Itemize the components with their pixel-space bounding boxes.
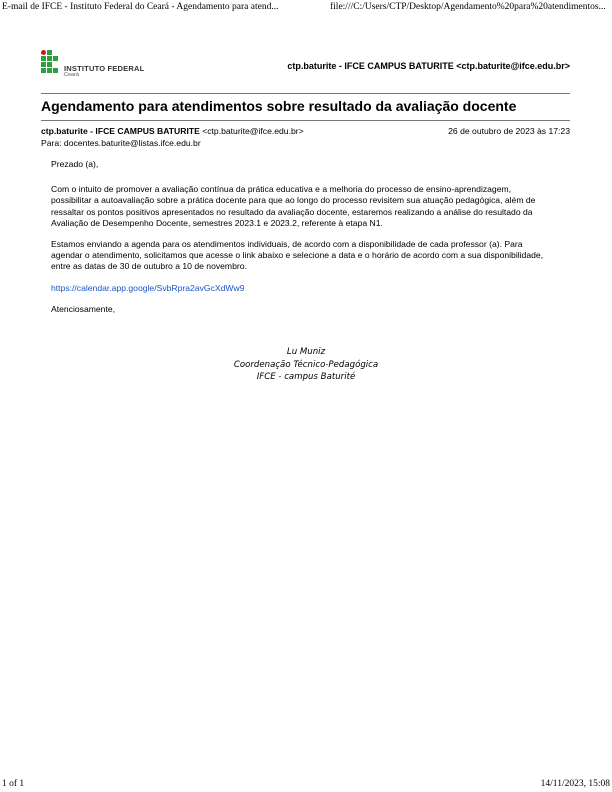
print-footer (0, 778, 612, 792)
logo-text: INSTITUTO FEDERAL (64, 64, 145, 73)
print-timestamp: 14/11/2023, 15:08 (540, 779, 610, 789)
email-subject: Agendamento para atendimentos sobre resultado da avaliação docente (41, 98, 517, 114)
closing: Atenciosamente, (51, 303, 116, 314)
signature-org: IFCE - campus Baturité (256, 372, 356, 382)
print-header (0, 0, 612, 14)
message-body (51, 159, 552, 325)
signature-name: Lu Muniz (286, 347, 326, 357)
body-paragraph-2: Estamos enviando a agenda para os atendimentos individuais, de acordo com a disponibilidade de cada professor (a). Para agendar o atendimento, solicitamos que acesse o link abaixo e selecione a data e o horário de acordo com a sua disponibilidade, entre as datas de 30 de outubro a 10 de novembro. (51, 239, 544, 272)
logo-subtext: Ceará (64, 72, 79, 78)
signature (0, 346, 612, 384)
calendar-link[interactable]: https://calendar.app.google/SvbRpra2avGcXdWw9 (51, 282, 245, 293)
email-header (41, 48, 570, 78)
logo-grid-icon (41, 50, 61, 78)
subject-divider (41, 120, 570, 121)
message-to: Para: docentes.baturite@listas.ifce.edu.br (41, 138, 201, 148)
ifce-logo (41, 50, 151, 78)
from-name: ctp.baturite - IFCE CAMPUS BATURITE (41, 126, 200, 136)
print-header-title: E-mail de IFCE - Instituto Federal do Ceará - Agendamento para atend... (2, 2, 279, 12)
signature-role: Coordenação Técnico-Pedagógica (233, 359, 379, 370)
message-meta (41, 125, 570, 149)
page-count: 1 of 1 (2, 779, 25, 789)
header-divider (41, 93, 570, 94)
message-date: 26 de outubro de 2023 às 17:23 (448, 126, 570, 136)
from-email: <ctp.baturite@ifce.edu.br> (202, 126, 304, 136)
account-sender: ctp.baturite - IFCE CAMPUS BATURITE <ctp.baturite@ifce.edu.br> (287, 61, 570, 71)
print-header-url: file:///C:/Users/CTP/Desktop/Agendamento%20para%20atendimentos... (330, 2, 606, 12)
greeting: Prezado (a), (51, 159, 99, 169)
body-paragraph-1: Com o intuito de promover a avaliação contínua da prática educativa e a melhoria do processo de ensino-aprendizagem, possibilitar a autoavaliação sobre a prática docente para que ao longo do processo revisitem sua atuação pedagógica, além de ressaltar os pontos positivos apresentados no resultado da avaliação docente, estaremos realizando a análise do resultado da Avaliação de Desempenho Docente, semestres 2023.1 e 2023.2, referente à etapa N1. (51, 184, 536, 228)
